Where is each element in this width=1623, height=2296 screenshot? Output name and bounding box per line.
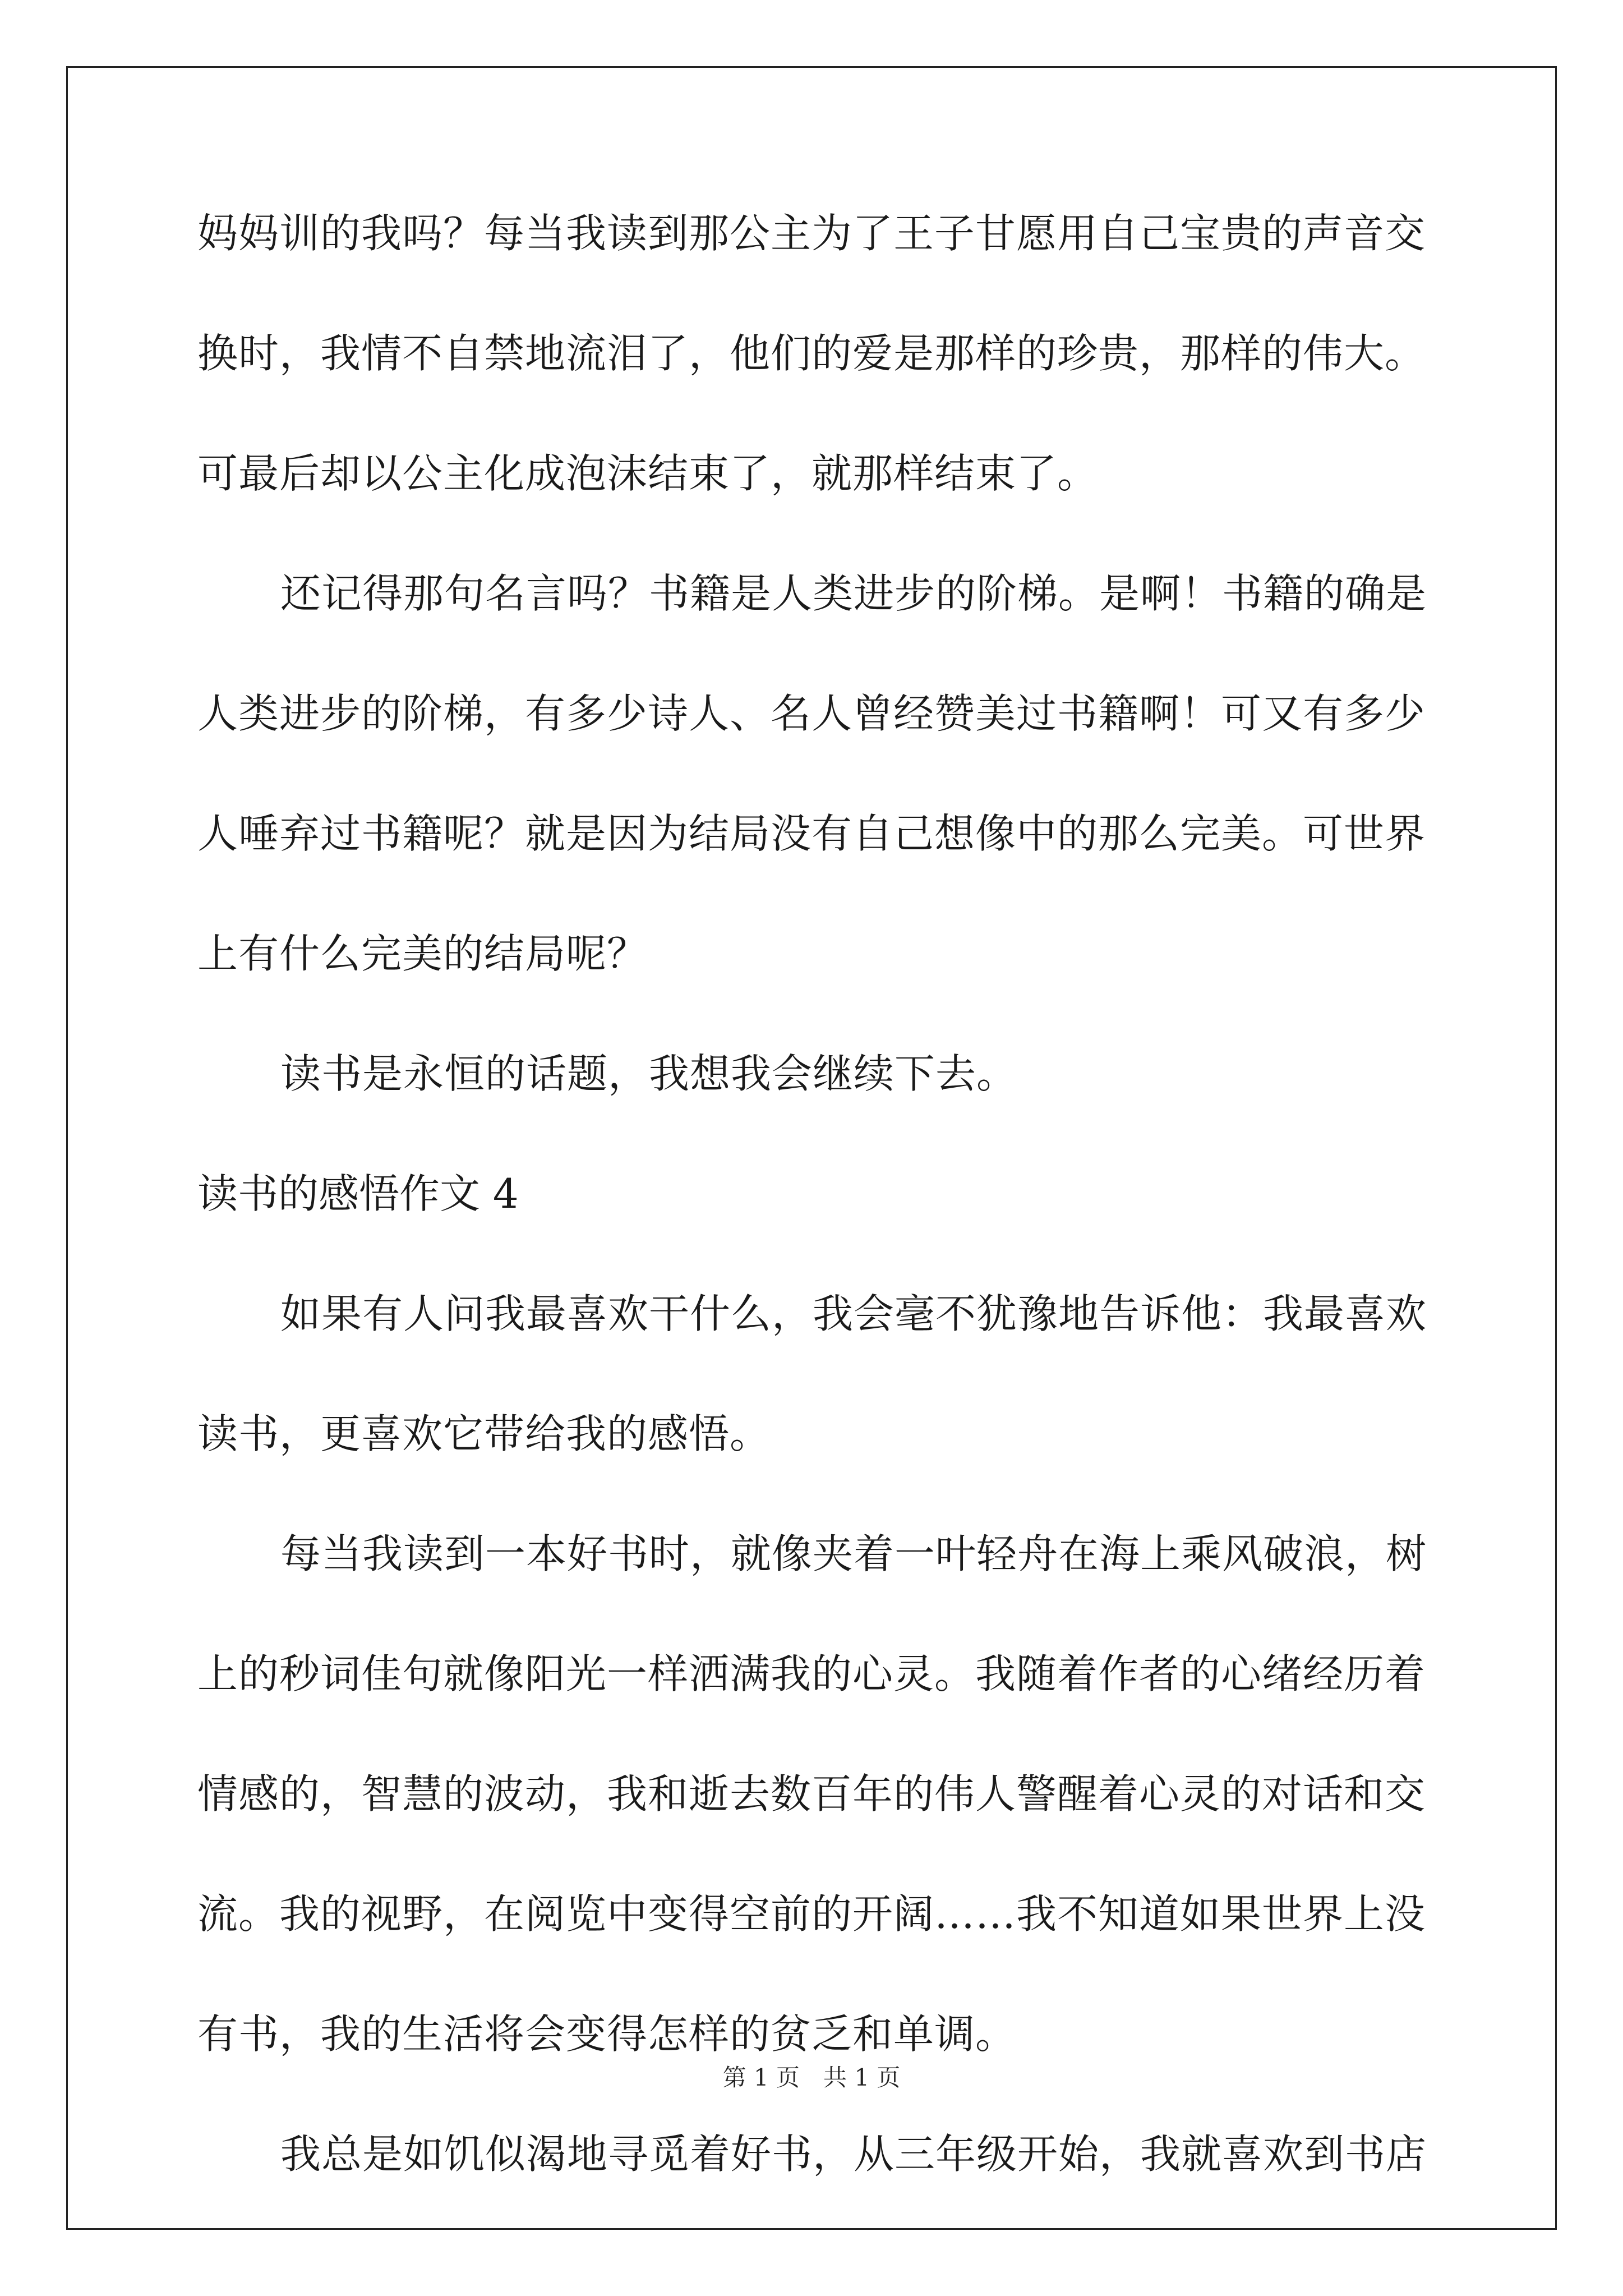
text-line: 流。我的视野，在阅览中变得空前的开阔……我不知道如果世界上没	[197, 1890, 1426, 1938]
text-line: 上有什么完美的结局呢？	[197, 930, 648, 977]
paragraph-start-line: 还记得那句名言吗？书籍是人类进步的阶梯。是啊！书籍的确是	[280, 570, 1427, 617]
text-line: 人唾弃过书籍呢？就是因为结局没有自己想像中的那么完美。可世界	[197, 810, 1426, 857]
paragraph-start-line: 如果有人问我最喜欢干什么，我会毫不犹豫地告诉他：我最喜欢	[280, 1290, 1427, 1337]
page-number-footer: 第 1 页 共 1 页	[722, 2064, 901, 2091]
text-line: 可最后却以公主化成泡沫结束了，就那样结束了。	[197, 450, 1099, 497]
section-heading: 读书的感悟作文 4	[197, 1170, 519, 1217]
text-line: 妈妈训的我吗？每当我读到那公主为了王子甘愿用自己宝贵的声音交	[197, 210, 1426, 257]
paragraph-start-line: 读书是永恒的话题，我想我会继续下去。	[280, 1050, 1018, 1097]
text-line: 换时，我情不自禁地流泪了，他们的爱是那样的珍贵，那样的伟大。	[197, 330, 1426, 377]
paragraph-start-line: 每当我读到一本好书时，就像夹着一叶轻舟在海上乘风破浪，树	[280, 1530, 1427, 1577]
text-line: 情感的，智慧的波动，我和逝去数百年的伟人警醒着心灵的对话和交	[197, 1770, 1426, 1818]
paragraph-start-line: 我总是如饥似渴地寻觅着好书，从三年级开始，我就喜欢到书店	[280, 2131, 1427, 2178]
text-line: 人类进步的阶梯，有多少诗人、名人曾经赞美过书籍啊！可又有多少	[197, 690, 1426, 737]
text-line: 有书，我的生活将会变得怎样的贫乏和单调。	[197, 2010, 1017, 2058]
text-line: 上的秒词佳句就像阳光一样洒满我的心灵。我随着作者的心绪经历着	[197, 1650, 1426, 1697]
document-body	[197, 210, 1431, 2254]
text-line: 读书，更喜欢它带给我的感悟。	[197, 1410, 771, 1457]
